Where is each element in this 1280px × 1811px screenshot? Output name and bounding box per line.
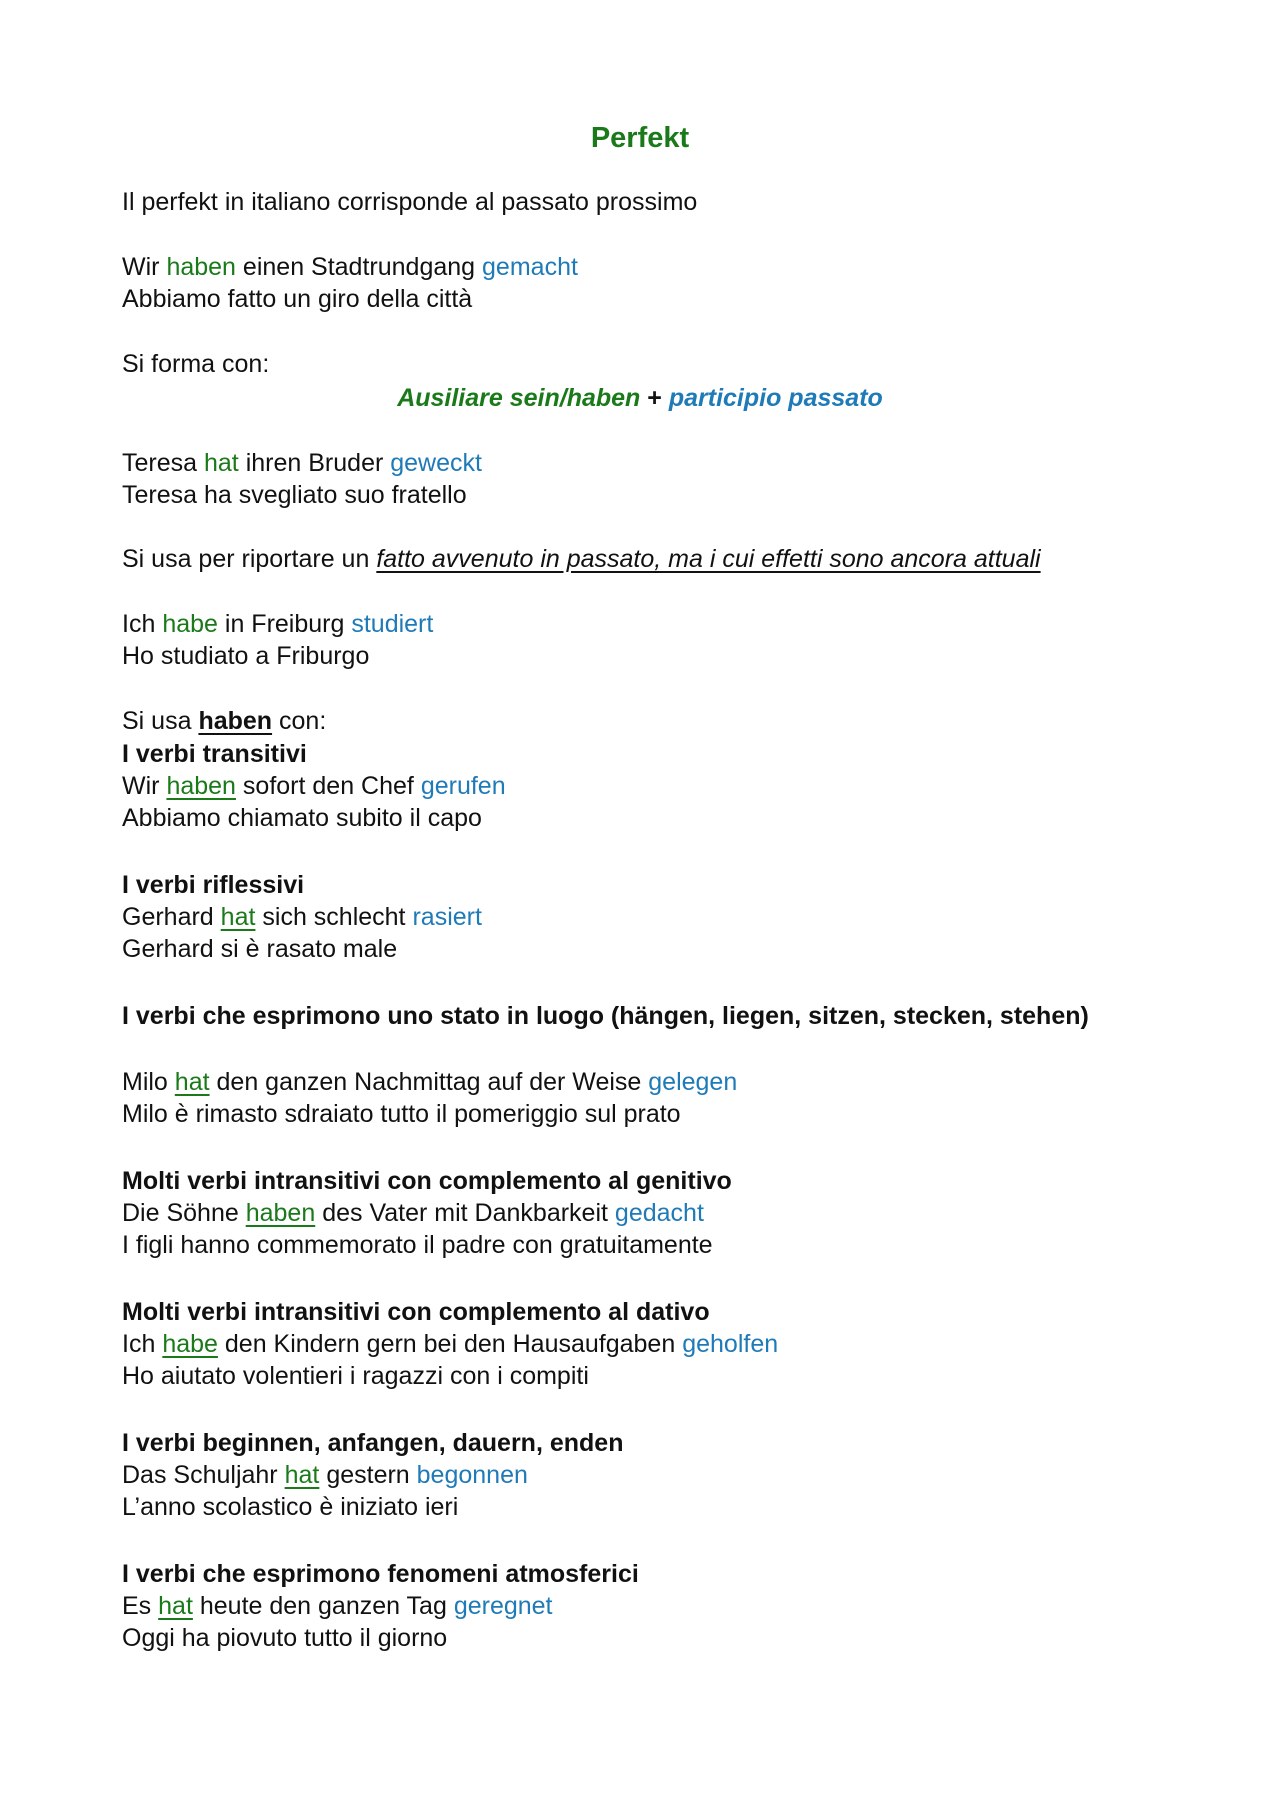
- formula-participle: participio passato: [668, 384, 883, 412]
- haben-usage-text: [122, 705, 1180, 737]
- example-sentence: [122, 1197, 1180, 1229]
- example-sentence: [122, 770, 1180, 802]
- auxiliary-verb: habe: [162, 610, 218, 638]
- section-heading: Molti verbi intransitivi con complemento al dativo: [122, 1298, 710, 1326]
- formula-plus: +: [647, 384, 662, 412]
- word: sich schlecht: [262, 903, 406, 931]
- word: den Kindern gern bei den Hausaufgaben: [224, 1330, 676, 1358]
- word: Teresa: [122, 449, 198, 477]
- example-sentence: [122, 1590, 1180, 1622]
- word: des Vater mit Dankbarkeit: [322, 1199, 608, 1227]
- participle: gedacht: [614, 1199, 704, 1227]
- auxiliary-verb: hat: [284, 1461, 320, 1489]
- example-translation: Milo è rimasto sdraiato tutto il pomeriggio sul prato: [122, 1100, 681, 1128]
- auxiliary-verb: hat: [158, 1592, 193, 1620]
- usage-text: [122, 543, 1180, 575]
- section-heading: I verbi beginnen, anfangen, dauern, enden: [122, 1429, 624, 1457]
- example-translation: I figli hanno commemorato il padre con gratuitamente: [122, 1231, 713, 1259]
- example-sentence: [122, 1066, 1180, 1098]
- word: heute den ganzen Tag: [199, 1592, 447, 1620]
- section-heading: I verbi che esprimono uno stato in luogo (hängen, liegen, sitzen, stecken, stehen): [122, 1002, 1089, 1030]
- example-sentence: [122, 1328, 1180, 1360]
- section-heading: I verbi che esprimono fenomeni atmosferici: [122, 1560, 639, 1588]
- participle: gemacht: [482, 253, 578, 281]
- example-translation: Ho studiato a Friburgo: [122, 642, 370, 670]
- word: Ich: [122, 1330, 156, 1358]
- auxiliary-verb: habe: [162, 1330, 218, 1358]
- example-translation: Oggi ha piovuto tutto il giorno: [122, 1624, 448, 1652]
- usage-prefix: Si usa per riportare un: [122, 545, 370, 573]
- auxiliary-verb: haben: [245, 1199, 316, 1227]
- example-translation: Teresa ha svegliato suo fratello: [122, 481, 467, 509]
- participle: studiert: [351, 610, 434, 638]
- usage-suffix: con:: [279, 707, 327, 735]
- word: ihren Bruder: [245, 449, 384, 477]
- participle: geregnet: [453, 1592, 553, 1620]
- formula-auxiliary: Ausiliare sein/haben: [397, 384, 641, 412]
- participle: rasiert: [412, 903, 482, 931]
- usage-prefix: Si usa: [122, 707, 192, 735]
- participle: geweckt: [390, 449, 482, 477]
- page-title: Perfekt: [590, 122, 690, 154]
- auxiliary-verb: haben: [166, 253, 236, 281]
- usage-emphasis: fatto avvenuto in passato, ma i cui effetti sono ancora attuali: [376, 545, 1041, 573]
- example-sentence: [122, 608, 1180, 640]
- word: gestern: [326, 1461, 410, 1489]
- example-sentence: [122, 1459, 1180, 1491]
- word: Es: [122, 1592, 152, 1620]
- example-translation: Gerhard si è rasato male: [122, 935, 398, 963]
- example-translation: L’anno scolastico è iniziato ieri: [122, 1493, 459, 1521]
- auxiliary-verb: hat: [204, 449, 239, 477]
- word: Ich: [122, 610, 156, 638]
- section-heading: I verbi transitivi: [122, 740, 307, 768]
- word: Wir: [122, 253, 160, 281]
- section-heading: I verbi riflessivi: [122, 871, 305, 899]
- word: Milo: [122, 1068, 168, 1096]
- auxiliary-verb: hat: [174, 1068, 210, 1096]
- word: den ganzen Nachmittag auf der Weise: [216, 1068, 642, 1096]
- formation-label: Si forma con:: [122, 350, 270, 378]
- example-translation: Abbiamo chiamato subito il capo: [122, 804, 482, 832]
- word: Die Söhne: [122, 1199, 239, 1227]
- example-sentence: [122, 901, 1180, 933]
- word: Gerhard: [122, 903, 214, 931]
- word: in Freiburg: [224, 610, 345, 638]
- formula: [0, 382, 1280, 414]
- example-sentence: [122, 447, 1180, 479]
- section-heading: Molti verbi intransitivi con complemento al genitivo: [122, 1167, 732, 1195]
- participle: geholfen: [682, 1330, 779, 1358]
- intro-text: Il perfekt in italiano corrisponde al passato prossimo: [122, 188, 698, 216]
- haben-keyword: haben: [198, 707, 273, 735]
- auxiliary-verb: haben: [166, 772, 236, 800]
- participle: gelegen: [648, 1068, 738, 1096]
- example-translation: Ho aiutato volentieri i ragazzi con i compiti: [122, 1362, 589, 1390]
- word: Wir: [122, 772, 160, 800]
- word: sofort den Chef: [242, 772, 414, 800]
- auxiliary-verb: hat: [220, 903, 256, 931]
- participle: begonnen: [416, 1461, 528, 1489]
- example-translation: Abbiamo fatto un giro della città: [122, 285, 473, 313]
- participle: gerufen: [420, 772, 506, 800]
- word: einen Stadtrundgang: [242, 253, 476, 281]
- example-sentence: [122, 251, 1180, 283]
- word: Das Schuljahr: [122, 1461, 278, 1489]
